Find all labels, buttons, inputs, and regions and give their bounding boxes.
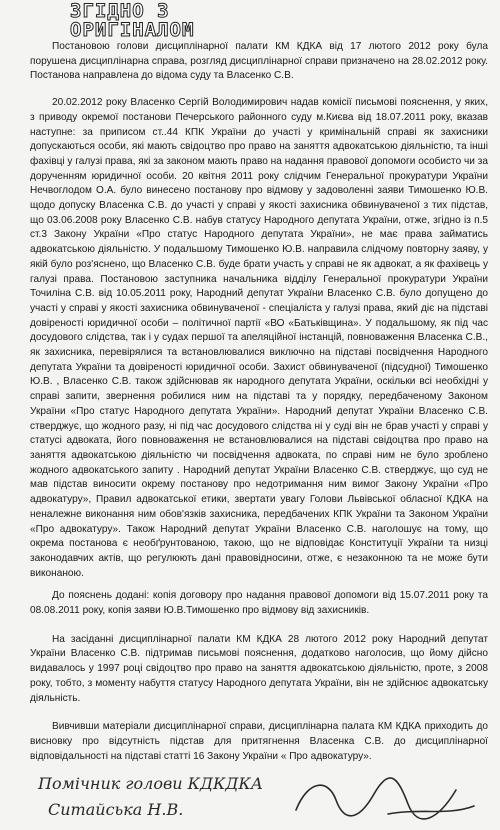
paragraph-hearing: На засіданні дисциплінарної палати КМ КДКА 28 лютого 2012 року Народний депутат України Власенко С.В. підтримав письмові пояснення, додатково наголосив, що йому дійсно видавалось у 1997 році свідоцтво про право на заняття адвокатською діяльністю, проте, з 2008 року, тобто, з моменту набуття статусу Народного депутата України, він не здійснює адвокатську діяльність. xyxy=(30,633,488,704)
handwritten-signature-icon xyxy=(288,770,478,828)
certified-copy-stamp xyxy=(70,2,194,40)
signature-block xyxy=(38,770,478,830)
paragraph-explanations: 20.02.2012 року Власенко Сергій Володимирович надав комісії письмові пояснення, у яких, з приводу окремої постанови Печерського районного суду м.Києва від 18.07.2011 року, вказав наступне: за приписом ст..44 КПК України до участі у кримінальній справі як захисники допускаються особи, які мають свідоцтво про право на заняття адвокатською діяльністю, та інші фахівці у галузі права, які за законом мають право на надання правової допомоги особисто чи за дорученням юридичної особи. 20 квітня 2011 року слідчим Генеральної прокуратури України Нечвоглодом О.А. було винесено постанову про відмову у задоволенні заяви Тимошенко Ю.В. щодо допуску Власенка С.В. до участі у справі у якості захисника обвинуваченої з тих підстав, що 03.06.2008 року Власенко С.В. набув статусу Народного депутата України, отже, згідно із п.5 ст.3 Закону України «Про статус Народного депутата України», не має права займатись адвокатською діяльністю. У подальшому Тимошенко Ю.В. направила слідчому повторну заяву, у якій було роз'яснено, що Власенко С.В. буде брати участь у справі не як адвокат, а як фахівець у галузі права. Постановою заступника начальника відділу Генеральної прокуратури України Точиліна С.В. від 10.05.2011 року, Народний депутат України Власенко С.В. було допущено до участі у справі у якості захисника обвинуваченої - спеціаліста у галузі права, який діє на підставі довіреності юридичної особи – політичної партії «ВО «Батьківщина». У подальшому, як під час досудового слідства, так і у судах першої та апеляційної інстанцій, повноваження Власенка С.В., як захисника, перевірялися та встановлювалися виключно на підставі посвідчення Народного депутата України та довіреності юридичної особи. Захист обвинуваченої (підсудної) Тимошенко Ю.В. , Власенко С.В. також здійснював як народного депутата України, оскільки всі необхідні у справі запити, звернення робилися ним на підставі та у порядку, передбаченому Законом України «Про статус Народного депутата України». Народний депутат України Власенко С.В. стверджує, що жодного разу, ні під час досудового слідства ні у суді він не брав участі у справі у статусі адвоката, його повноваження не встановлювалися на підставі свідоцтва про право на заняття адвокатською діяльністю чи посвідчення адвоката, по справі ним не було зроблено жодного адвокатського запиту . Народний депутат України Власенко С.В. стверджує, що суд не мав підстав виносити окрему постанову про недотримання ним вимог Закону України «Про адвокатуру», Правил адвокатської етики, звертати увагу Голови Львівської обласної КДКА на неналежне виконання ним обов'язків захисника, передбачених КПК України та Законом України «Про адвокатуру». Також Народний депутат України Власенко С.В. наголошує на тому, що окрема постанова є необґрунтованою, такою, що не відповідає Конституції України та низці законодавчих актів, що регулюють дані правовідносини, отже, є незаконною та не може бути виконаною. xyxy=(30,97,488,579)
paragraph-conclusion: Вивчивши матеріали дисциплінарної справи, дисциплінарна палата КМ КДКА приходить до висновку про відсутність підстав для притягнення Власенка С.В. до дисциплінарної відповідальності на підставі статті 16 Закону України « Про адвокатуру». xyxy=(30,721,488,762)
signature-name: Ситайська Н.В. xyxy=(48,800,184,819)
stamp-line-2: ОРИГІНАЛОМ xyxy=(70,19,195,41)
paragraph-case-opened: Постановою голови дисциплінарної палати КМ КДКА від 17 лютого 2012 року була порушена дисциплінарна справа, розгляд дисциплінарної справи призначено на 28.02.2012 року. Постанова направлена до відома суду та Власенко С.В. xyxy=(30,41,488,82)
signature-title: Помічник голови КДКДКА xyxy=(38,774,263,793)
stamp-line-1: ЗГІДНО З xyxy=(70,0,170,22)
paragraph-attachments: До пояснень додані: копія договору про надання правової допомоги від 15.07.2011 року та 08.08.2011 року, копія заяви Ю.В.Тимошенко про відмову від захисників. xyxy=(30,590,488,617)
document-body xyxy=(30,40,488,764)
